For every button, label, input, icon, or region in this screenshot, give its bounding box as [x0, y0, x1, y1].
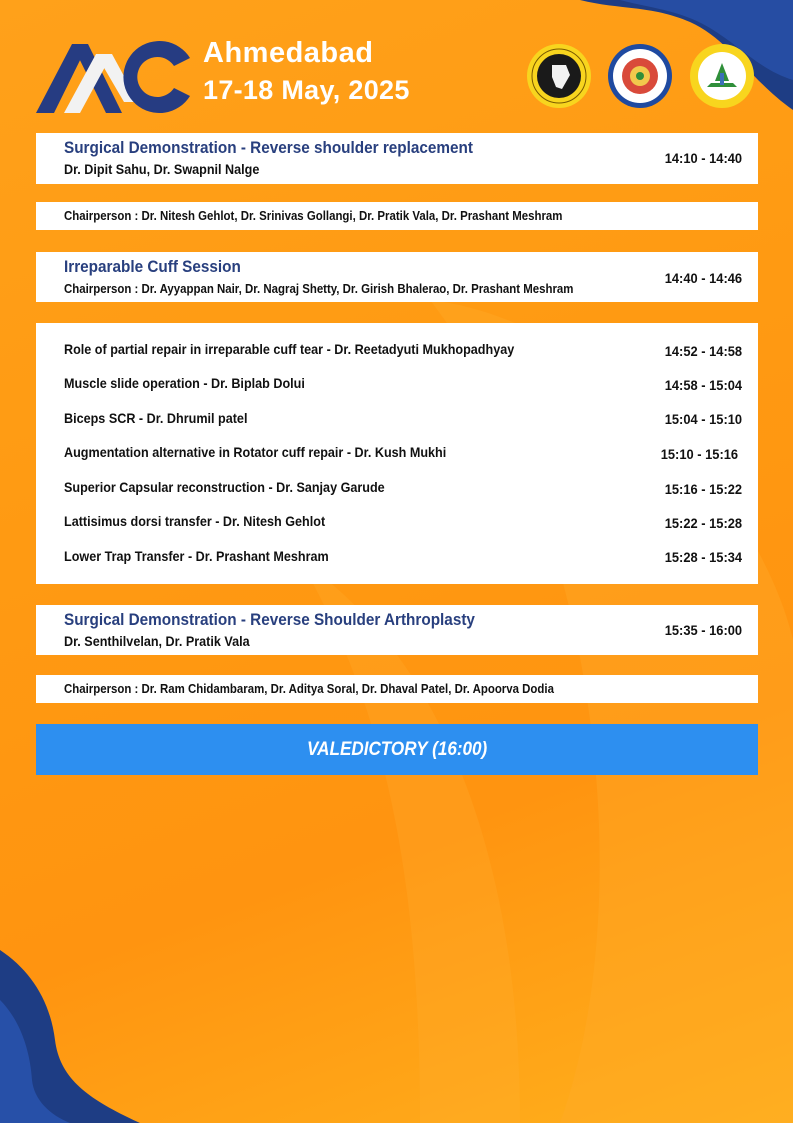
- talk-time: 15:28 - 15:34: [664, 549, 742, 565]
- gujarat-orthopaedic-association-seal-icon: [689, 43, 755, 109]
- talk-time: 14:52 - 14:58: [664, 343, 742, 359]
- talk-time: 15:04 - 15:10: [664, 411, 742, 427]
- header: [0, 0, 793, 125]
- talk-title: Augmentation alternative in Rotator cuff repair - Dr. Kush Mukhi: [64, 444, 447, 460]
- session-time: 15:35 - 16:00: [664, 622, 742, 638]
- session-title: Surgical Demonstration - Reverse Shoulder Arthroplasty: [64, 610, 475, 629]
- event-city: Ahmedabad: [203, 37, 374, 69]
- talk-title: Lower Trap Transfer - Dr. Prashant Meshram: [64, 548, 329, 564]
- talk-time: 14:58 - 15:04: [664, 377, 742, 393]
- chairperson-box-1: [36, 202, 758, 230]
- valedictory-text: VALEDICTORY (16:00): [306, 738, 488, 760]
- talk-title: Lattisimus dorsi transfer - Dr. Nitesh Gehlot: [64, 513, 326, 529]
- bottom-left-wave-decoration: [0, 940, 140, 1123]
- irreparable-cuff-session-box: [36, 252, 758, 302]
- surgical-demo-box-2: [36, 605, 758, 655]
- talk-time: 15:10 - 15:16: [660, 446, 738, 462]
- session-time: 14:10 - 14:40: [664, 150, 742, 166]
- talk-time: 15:22 - 15:28: [664, 515, 742, 531]
- talk-title: Biceps SCR - Dr. Dhrumil patel: [64, 410, 248, 426]
- indian-arthroscopy-society-seal-icon: [526, 43, 592, 109]
- amc-logo-icon: [34, 36, 194, 116]
- session-time: 14:40 - 14:46: [664, 270, 742, 286]
- chairperson-text: Chairperson : Dr. Ram Chidambaram, Dr. Aditya Soral, Dr. Dhaval Patel, Dr. Apoorva Dodia: [64, 681, 554, 696]
- session-title: Irreparable Cuff Session: [64, 257, 241, 276]
- ahmedabad-orthopaedic-society-seal-icon: [607, 43, 673, 109]
- talk-title: Role of partial repair in irreparable cuff tear - Dr. Reetadyuti Mukhopadhyay: [64, 341, 515, 357]
- talk-title: Muscle slide operation - Dr. Biplab Dolui: [64, 375, 305, 391]
- session-title: Surgical Demonstration - Reverse shoulder replacement: [64, 138, 473, 157]
- session-chairperson: Chairperson : Dr. Ayyappan Nair, Dr. Nagraj Shetty, Dr. Girish Bhalerao, Dr. Prashant Meshram: [64, 281, 574, 296]
- session-speakers: Dr. Dipit Sahu, Dr. Swapnil Nalge: [64, 161, 260, 177]
- event-dates: 17-18 May, 2025: [203, 75, 410, 105]
- valedictory-banner: [36, 724, 758, 775]
- talk-time: 15:16 - 15:22: [664, 481, 742, 497]
- talk-title: Superior Capsular reconstruction - Dr. Sanjay Garude: [64, 479, 385, 495]
- talks-list-box: [36, 323, 758, 584]
- chairperson-box-3: [36, 675, 758, 703]
- session-speakers: Dr. Senthilvelan, Dr. Pratik Vala: [64, 633, 250, 649]
- chairperson-text: Chairperson : Dr. Nitesh Gehlot, Dr. Srinivas Gollangi, Dr. Pratik Vala, Dr. Prashant Meshram: [64, 208, 563, 223]
- surgical-demo-box-1: [36, 133, 758, 184]
